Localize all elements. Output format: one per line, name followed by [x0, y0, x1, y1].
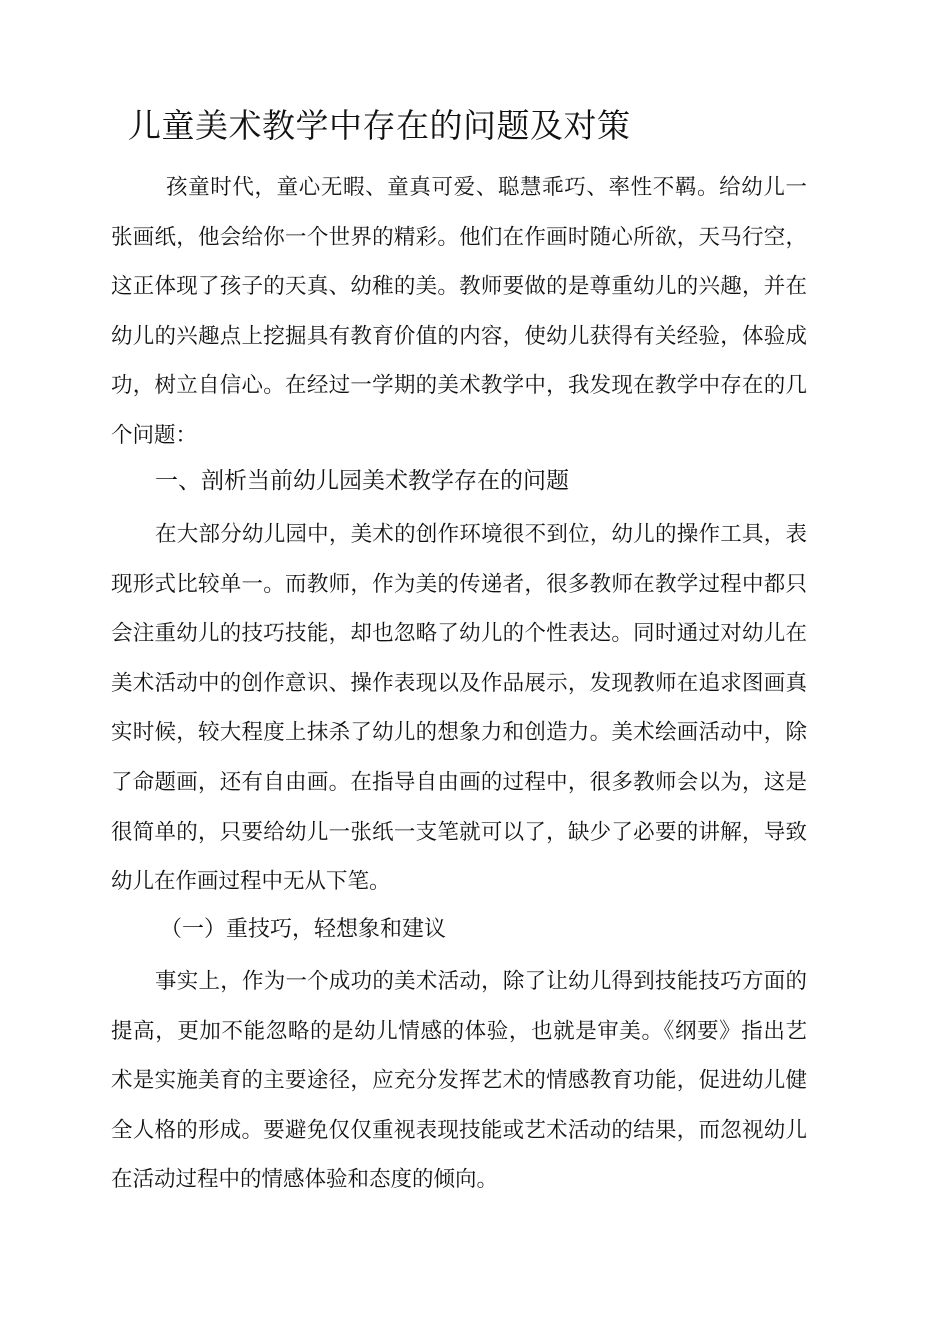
subsection-paragraph: 事实上，作为一个成功的美术活动，除了让幼儿得到技能技巧方面的提高，更加不能忽略的是幼儿情感的体验，也就是审美。《纲要》指出艺术是实施美育的主要途径，应充分发挥艺术的情感教育功能，促进幼儿健全人格的形成。要避免仅仅重视表现技能或艺术活动的结果，而忽视幼儿在活动过程中的情感体验和态度的倾向。	[111, 969, 807, 1193]
document-title: 儿童美术教学中存在的问题及对策	[128, 106, 631, 145]
section-heading: 一、剖析当前幼儿园美术教学存在的问题	[155, 468, 569, 494]
section-paragraph: 在大部分幼儿园中，美术的创作环境很不到位，幼儿的操作工具，表现形式比较单一。而教师，作为美的传递者，很多教师在教学过程中都只会注重幼儿的技巧技能，却也忽略了幼儿的个性表达。同时通过对幼儿在美术活动中的创作意识、操作表现以及作品展示，发现教师在追求图画真实时候，较大程度上抹杀了幼儿的想象力和创造力。美术绘画活动中，除了命题画，还有自由画。在指导自由画的过程中，很多教师会以为，这是很简单的，只要给幼儿一张纸一支笔就可以了，缺少了必要的讲解，导致幼儿在作画过程中无从下笔。	[111, 522, 807, 895]
intro-paragraph: 孩童时代，童心无暇、童真可爱、聪慧乖巧、率性不羁。给幼儿一张画纸，他会给你一个世界的精彩。他们在作画时随心所欲，天马行空，这正体现了孩子的天真、幼稚的美。教师要做的是尊重幼儿的兴趣，并在幼儿的兴趣点上挖掘具有教育价值的内容，使幼儿获得有关经验，体验成功，树立自信心。在经过一学期的美术教学中，我发现在教学中存在的几个问题：	[111, 175, 807, 448]
subsection-heading: （一）重技巧，轻想象和建议	[160, 917, 447, 942]
